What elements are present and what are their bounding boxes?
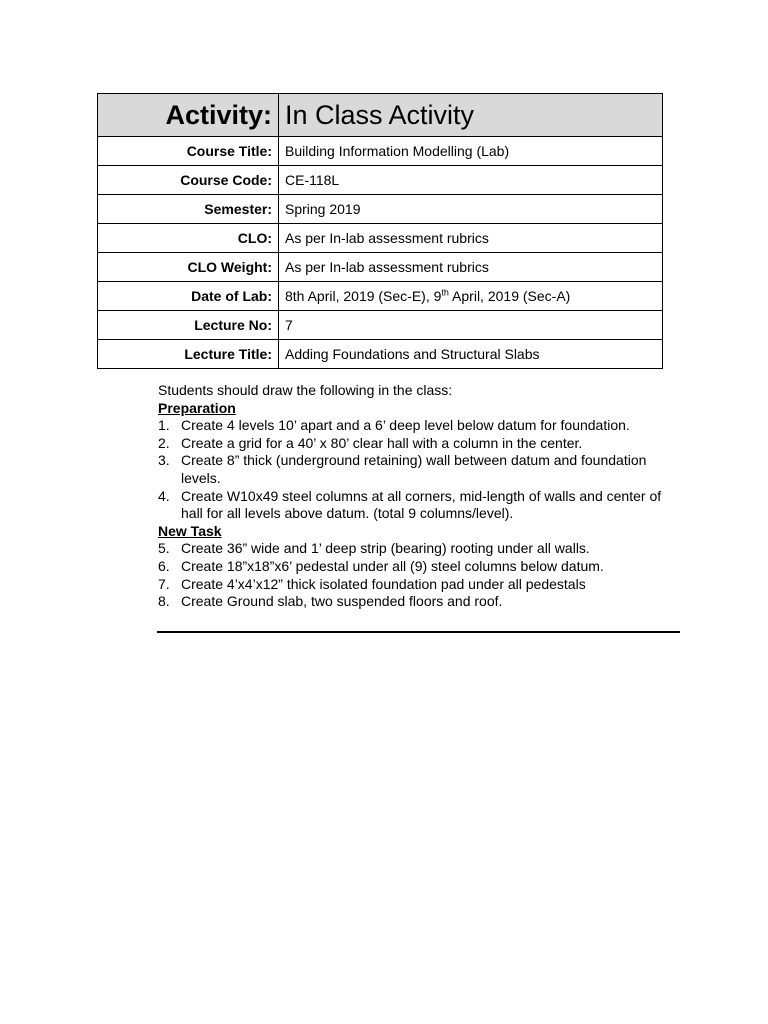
course-title-row	[98, 137, 663, 166]
date-part-1: 8th April, 2019 (Sec-E), 9	[285, 288, 442, 304]
lecture-title-label: Lecture Title:	[98, 340, 279, 369]
course-title-value: Building Information Modelling (Lab)	[279, 137, 663, 166]
lecture-no-row	[98, 311, 663, 340]
intro-text: Students should draw the following in the class:	[158, 382, 453, 398]
preparation-heading: Preparation	[158, 399, 236, 416]
item-text: Create 18”x18”x6’ pedestal under all (9) steel columns below datum.	[181, 557, 604, 574]
item-text: Create 36” wide and 1’ deep strip (bearing) rooting under all walls.	[181, 540, 590, 557]
semester-label: Semester:	[98, 195, 279, 224]
item-number: 5.	[158, 540, 170, 557]
course-code-row	[98, 166, 663, 195]
course-title-label: Course Title:	[98, 137, 279, 166]
semester-row	[98, 195, 663, 224]
lecture-no-label: Lecture No:	[98, 311, 279, 340]
list-item	[158, 488, 678, 523]
date-part-2: April, 2019 (Sec-A)	[448, 288, 571, 304]
lecture-title-row	[98, 340, 663, 369]
item-text: Create 8” thick (underground retaining) wall between datum and foundation levels.	[181, 452, 647, 486]
item-text: Create Ground slab, two suspended floors and roof.	[181, 593, 503, 610]
activity-value: In Class Activity	[279, 94, 663, 137]
item-number: 7.	[158, 575, 170, 592]
date-superscript: th	[441, 287, 449, 298]
clo-weight-label: CLO Weight:	[98, 253, 279, 282]
clo-label: CLO:	[98, 224, 279, 253]
clo-row	[98, 224, 663, 253]
date-of-lab-row	[98, 282, 663, 311]
course-code-value: CE-118L	[279, 166, 663, 195]
horizontal-divider	[157, 631, 680, 633]
activity-label: Activity:	[98, 94, 279, 137]
item-text: Create 4’x4’x12” thick isolated foundation pad under all pedestals	[181, 575, 586, 592]
lecture-no-value: 7	[279, 311, 663, 340]
semester-value: Spring 2019	[279, 195, 663, 224]
item-number: 8.	[158, 593, 170, 610]
clo-weight-value: As per In-lab assessment rubrics	[279, 253, 663, 282]
list-item	[158, 417, 678, 435]
list-item	[158, 540, 678, 558]
course-code-label: Course Code:	[98, 166, 279, 195]
list-item	[158, 558, 678, 576]
item-text: Create W10x49 steel columns at all corners, mid-length of walls and center of hall for all levels above datum. (total 9 columns/level).	[181, 487, 662, 522]
list-item	[158, 452, 678, 487]
item-number: 3.	[158, 452, 170, 469]
date-of-lab-value	[279, 282, 663, 311]
item-number: 2.	[158, 434, 170, 451]
item-number: 6.	[158, 557, 170, 574]
task-instructions	[158, 382, 678, 611]
lab-info-table	[97, 93, 663, 369]
list-item	[158, 576, 678, 594]
date-of-lab-label: Date of Lab:	[98, 282, 279, 311]
item-text: Create a grid for a 40’ x 80’ clear hall with a column in the center.	[181, 434, 583, 451]
clo-value: As per In-lab assessment rubrics	[279, 224, 663, 253]
item-text: Create 4 levels 10’ apart and a 6’ deep level below datum for foundation.	[181, 417, 630, 434]
item-number: 1.	[158, 417, 170, 434]
activity-row	[98, 94, 663, 137]
clo-weight-row	[98, 253, 663, 282]
list-item	[158, 435, 678, 453]
new-task-heading: New Task	[158, 522, 222, 539]
item-number: 4.	[158, 487, 170, 504]
list-item	[158, 593, 678, 611]
lecture-title-value: Adding Foundations and Structural Slabs	[279, 340, 663, 369]
